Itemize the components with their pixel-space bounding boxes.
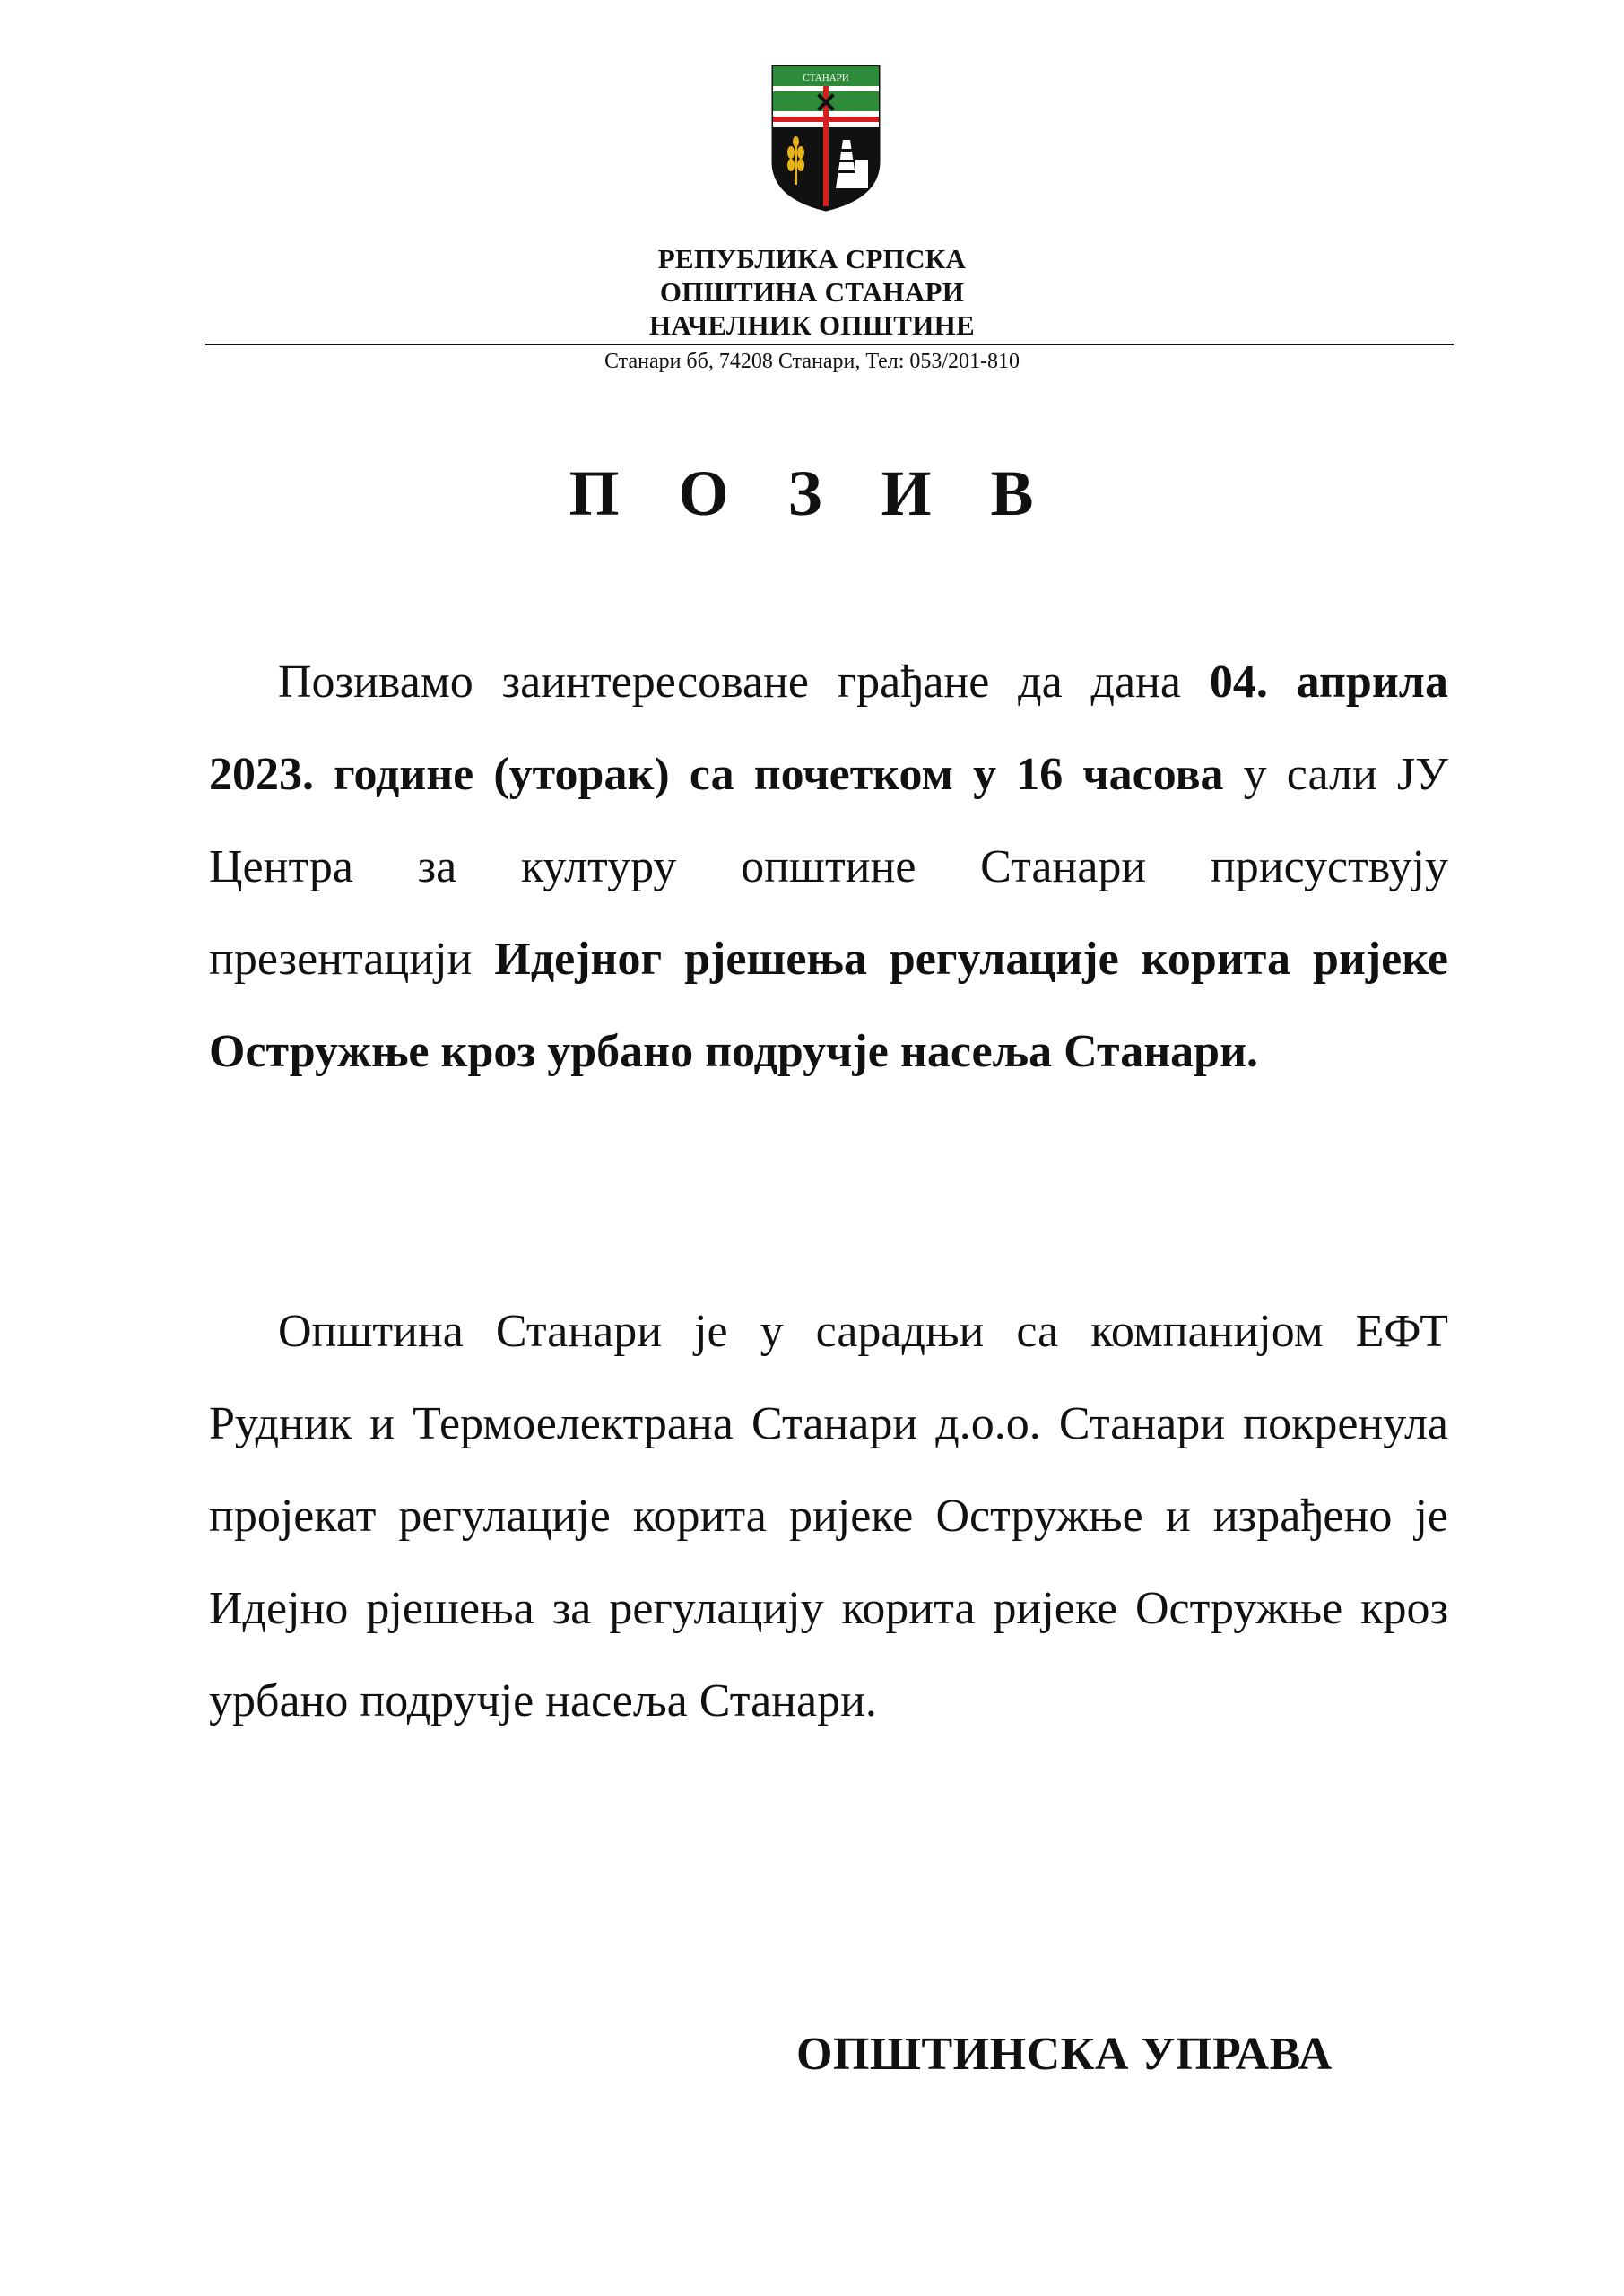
document-title: П О З И В bbox=[569, 457, 1055, 529]
project-paragraph: Општина Станари је у сарадњи са компанијом ЕФТ Рудник и Термоелектрана Станари д.о.о. Станари покренула пројекат регулације корита ријеке Остружње и израђено је Идејно рјешења за регулацију корита ријеке Остружње кроз урбано подручје насеља Станари. bbox=[209, 1306, 1448, 1726]
header-office: НАЧЕЛНИК ОПШТИНЕ bbox=[648, 309, 975, 341]
paragraph1-text-1: Позивамо заинтересоване грађане да дана bbox=[278, 657, 1210, 708]
signature: ОПШТИНСКА УПРАВА bbox=[796, 2029, 1333, 2080]
paragraph1-date-time: 04. априла 2023. године (уторак) са почетком у 16 часова bbox=[209, 657, 1448, 800]
invitation-paragraph bbox=[209, 636, 1448, 1098]
header-republic: РЕПУБЛИКА СРПСКА bbox=[657, 243, 967, 274]
svg-text:СТАНАРИ: СТАНАРИ bbox=[803, 73, 849, 83]
stanari-coat-of-arms-icon bbox=[769, 63, 882, 213]
header-divider bbox=[205, 344, 1454, 345]
header-municipality: ОПШТИНА СТАНАРИ bbox=[659, 276, 965, 308]
paragraph1-text-2: у сали ЈУ Центра за културу општине Станари присуствују презентацији bbox=[209, 749, 1448, 985]
paragraph1-project-name: Идејног рјешења регулације корита ријеке Остружње кроз урбано подручје насеља Станари. bbox=[209, 934, 1448, 1077]
coat-of-arms bbox=[769, 63, 882, 213]
header-address: Станари бб, 74208 Станари, Тел: 053/201-810 bbox=[604, 350, 1020, 373]
